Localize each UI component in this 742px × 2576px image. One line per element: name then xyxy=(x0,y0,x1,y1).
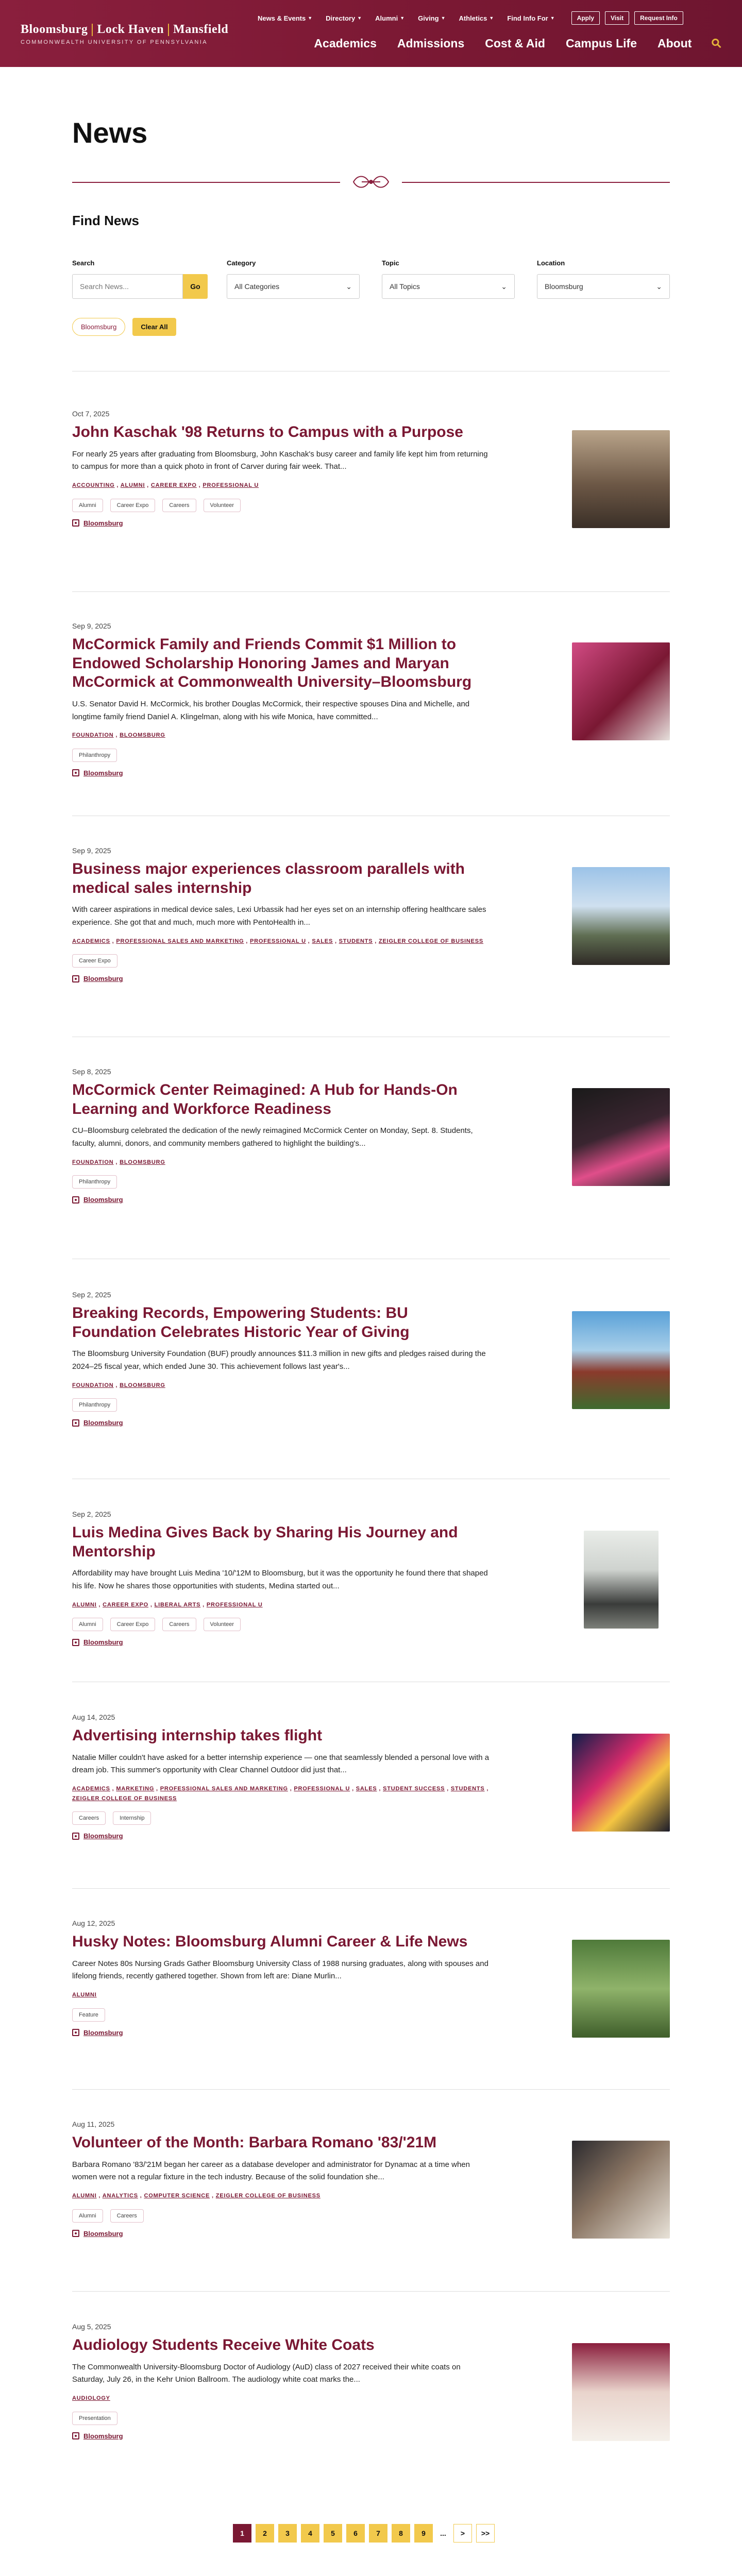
topic-label: Topic xyxy=(382,259,399,267)
tag-pill[interactable]: Career Expo xyxy=(110,499,156,512)
page-2[interactable]: 2 xyxy=(256,2524,274,2543)
category-select[interactable]: All Categories ⌄ xyxy=(227,274,360,299)
news-categories xyxy=(72,1600,490,1610)
search-icon[interactable]: ⚲ xyxy=(709,35,725,52)
tag-pill[interactable]: Volunteer xyxy=(204,499,241,512)
chevron-down-icon: ▼ xyxy=(489,15,494,21)
news-categories xyxy=(72,1784,490,1803)
category-separator: , xyxy=(110,938,116,944)
news-headline-link[interactable]: Husky Notes: Bloomsburg Alumni Career & Life News xyxy=(72,1933,468,1950)
topic-select[interactable]: All Topics ⌄ xyxy=(382,274,515,299)
news-excerpt: Affordability may have brought Luis Medina '10/'12M to Bloomsburg, but it was the opportunity he found there that shaped his life. Now he shares those opportunities with students, Medina started out... xyxy=(72,1569,488,1590)
request-info-button[interactable]: Request Info xyxy=(634,11,683,25)
find-news-heading: Find News xyxy=(72,213,140,228)
category-link[interactable]: ALUMNI xyxy=(72,1992,97,1998)
news-thumbnail[interactable] xyxy=(572,1734,670,1832)
tag-pill[interactable]: Career Expo xyxy=(110,1618,156,1631)
news-thumbnail[interactable] xyxy=(572,1311,670,1409)
news-item xyxy=(72,2323,670,2440)
page-9[interactable]: 9 xyxy=(414,2524,433,2543)
category-link[interactable]: ALUMNI xyxy=(72,2193,97,2199)
category-link[interactable]: BLOOMSBURG xyxy=(120,1159,165,1165)
news-thumbnail[interactable] xyxy=(572,642,670,740)
chevron-down-icon: ▼ xyxy=(357,15,362,21)
news-item xyxy=(72,1713,670,1840)
category-link[interactable]: ALUMNI xyxy=(120,482,145,489)
news-excerpt: Natalie Miller couldn't have asked for a better internship experience — one that seamlessly blended a personal love with a dream job. This summer's opportunity with Clear Channel Outdoor did just that... xyxy=(72,1753,490,1775)
news-thumbnail[interactable] xyxy=(584,1531,659,1629)
category-separator: , xyxy=(244,938,250,944)
campus-label: Bloomsburg xyxy=(83,2432,123,2440)
news-date: Aug 5, 2025 xyxy=(72,2323,111,2331)
brand-logo[interactable] xyxy=(21,23,228,45)
campus-link[interactable] xyxy=(72,1419,670,1427)
tag-pill[interactable]: Alumni xyxy=(72,1618,103,1631)
campus-link[interactable] xyxy=(72,1832,670,1840)
news-excerpt: With career aspirations in medical device sales, Lexi Urbassik had her eyes set on an internship offering healthcare sales experience. She got that and much, much more with PentoHealth in... xyxy=(72,905,486,927)
category-link[interactable]: ANALYTICS xyxy=(102,2193,138,2199)
news-tags xyxy=(72,1618,670,1631)
utility-alumni[interactable]: Alumni ▼ xyxy=(375,14,405,22)
category-link[interactable]: PROFESSIONAL U xyxy=(250,938,306,944)
clear-all-button[interactable]: Clear All xyxy=(132,318,176,336)
main-nav xyxy=(314,35,725,52)
search-label: Search xyxy=(72,259,95,267)
location-pin-icon xyxy=(72,769,79,776)
campus-link[interactable] xyxy=(72,975,670,982)
news-item xyxy=(72,1067,670,1204)
news-excerpt: For nearly 25 years after graduating from Bloomsburg, John Kaschak's busy career and family life kept him from returning to campus for more than a quick photo in front of Carver during fair week. That... xyxy=(72,449,488,471)
news-item xyxy=(72,1919,670,2037)
category-link[interactable]: PROFESSIONAL U xyxy=(203,482,259,489)
category-link[interactable]: ACADEMICS xyxy=(72,938,110,944)
utility-find-info[interactable]: Find Info For ▼ xyxy=(507,14,555,22)
category-separator: , xyxy=(445,1786,451,1792)
page-5[interactable]: 5 xyxy=(324,2524,342,2543)
category-link[interactable]: STUDENTS xyxy=(339,938,373,944)
news-excerpt: Career Notes 80s Nursing Grads Gather Bloomsburg University Class of 1988 nursing graduates, along with spouses and lifelong friends, recently gathered together. Shown from left are: Diane Murlin... xyxy=(72,1959,488,1981)
category-separator: , xyxy=(113,1159,120,1165)
campus-label: Bloomsburg xyxy=(83,2028,123,2037)
ornament-icon xyxy=(350,172,392,192)
tag-pill[interactable]: Careers xyxy=(72,1811,106,1825)
category-separator: , xyxy=(96,1601,103,1608)
page-8[interactable]: 8 xyxy=(392,2524,410,2543)
chevron-down-icon: ▼ xyxy=(441,15,446,21)
chevron-down-icon: ⌄ xyxy=(501,282,507,291)
category-separator: , xyxy=(484,1786,489,1792)
news-categories xyxy=(72,481,490,490)
apply-button[interactable]: Apply xyxy=(571,11,600,25)
news-tags xyxy=(72,749,670,762)
category-separator: , xyxy=(113,732,120,739)
news-thumbnail[interactable] xyxy=(572,430,670,528)
category-separator: , xyxy=(96,2193,103,2199)
tag-pill[interactable]: Volunteer xyxy=(204,1618,241,1631)
news-excerpt: The Bloomsburg University Foundation (BUF) proudly announces $11.3 million in new gifts and pledges raised during the 2024–25 fiscal year, which ended June 30. This achievement follows last year's... xyxy=(72,1349,486,1371)
news-thumbnail[interactable] xyxy=(572,2141,670,2239)
news-categories xyxy=(72,2191,490,2201)
news-headline-link[interactable]: McCormick Family and Friends Commit $1 Million to Endowed Scholarship Honoring James and Maryan McCormick at Commonwealth University–Bloomsburg xyxy=(72,636,472,691)
campus-label: Bloomsburg xyxy=(83,1638,123,1647)
utility-nav xyxy=(258,11,721,25)
brand-name-lock-haven: Lock Haven xyxy=(97,23,164,36)
news-thumbnail[interactable] xyxy=(572,1088,670,1186)
news-excerpt: Barbara Romano '83/'21M began her career as a database developer and administrator for Dynamac at a time when women were not a regular fixture in the tech industry. Because of the solid foundation she... xyxy=(72,2160,470,2182)
campus-link[interactable] xyxy=(72,1196,670,1204)
category-separator: , xyxy=(306,938,312,944)
category-separator: , xyxy=(138,2193,144,2199)
chevron-down-icon: ⌄ xyxy=(346,282,352,291)
category-separator: , xyxy=(145,482,151,489)
category-link[interactable]: FOUNDATION xyxy=(72,1382,114,1388)
news-categories xyxy=(72,937,490,946)
news-date: Sep 2, 2025 xyxy=(72,1291,111,1299)
news-categories xyxy=(72,1990,490,2000)
category-label: Category xyxy=(227,259,256,267)
category-link[interactable]: AUDIOLOGY xyxy=(72,2395,110,2402)
category-link[interactable]: PROFESSIONAL SALES AND MARKETING xyxy=(160,1786,288,1792)
news-categories xyxy=(72,1158,490,1167)
news-date: Sep 2, 2025 xyxy=(72,1510,111,1518)
title-divider-left xyxy=(72,182,340,183)
nav-admissions[interactable]: Admissions xyxy=(397,37,465,50)
brand-subtitle: COMMONWEALTH UNIVERSITY OF PENNSYLVANIA xyxy=(21,39,208,45)
news-headline-link[interactable]: McCormick Center Reimagined: A Hub for Hands-On Learning and Workforce Readiness xyxy=(72,1081,458,1117)
tag-pill[interactable]: Alumni xyxy=(72,499,103,512)
category-separator: , xyxy=(154,1786,160,1792)
utility-giving[interactable]: Giving ▼ xyxy=(418,14,446,22)
location-pin-icon xyxy=(72,1833,79,1840)
tag-pill[interactable]: Philanthropy xyxy=(72,1398,117,1412)
category-link[interactable]: ACADEMICS xyxy=(72,1786,110,1792)
category-link[interactable]: FOUNDATION xyxy=(72,732,114,739)
title-divider-right xyxy=(402,182,670,183)
nav-campus-life[interactable]: Campus Life xyxy=(565,37,637,50)
campus-label: Bloomsburg xyxy=(83,519,123,527)
location-pin-icon xyxy=(72,1639,79,1646)
search-input[interactable] xyxy=(72,274,183,299)
category-link[interactable]: STUDENTS xyxy=(450,1786,485,1792)
chevron-down-icon: ▼ xyxy=(308,15,313,21)
category-separator: , xyxy=(288,1786,294,1792)
location-pin-icon xyxy=(72,2029,79,2036)
tag-pill[interactable]: Careers xyxy=(110,2209,144,2223)
tag-pill[interactable]: Philanthropy xyxy=(72,749,117,762)
location-select[interactable]: Bloomsburg ⌄ xyxy=(537,274,670,299)
category-link[interactable]: CAREER EXPO xyxy=(103,1601,149,1608)
news-date: Sep 9, 2025 xyxy=(72,622,111,630)
news-excerpt: CU–Bloomsburg celebrated the dedication of the newly reimagined McCormick Center on Monday, Sept. 8. Students, faculty, alumni, donors, and community members gathered to highlight the building's... xyxy=(72,1126,473,1148)
location-filter xyxy=(537,259,670,299)
news-headline-link[interactable]: Business major experiences classroom parallels with medical sales internship xyxy=(72,860,465,896)
page-4[interactable]: 4 xyxy=(301,2524,319,2543)
news-item xyxy=(72,622,670,777)
news-date: Aug 12, 2025 xyxy=(72,1919,115,1927)
campus-link[interactable] xyxy=(72,1638,670,1646)
news-date: Aug 11, 2025 xyxy=(72,2120,115,2128)
news-divider xyxy=(72,591,670,592)
nav-academics[interactable]: Academics xyxy=(314,37,377,50)
news-headline-link[interactable]: Breaking Records, Empowering Students: BU Foundation Celebrates Historic Year of Giving xyxy=(72,1304,410,1341)
tag-pill[interactable]: Feature xyxy=(72,2008,105,2022)
news-excerpt: The Commonwealth University-Bloomsburg Doctor of Audiology (AuD) class of 2027 received their white coats on Saturday, July 26, in the Kehr Union Ballroom. The audiology white coat marks the... xyxy=(72,2362,461,2384)
news-categories xyxy=(72,1381,490,1391)
topic-filter xyxy=(382,259,515,299)
news-item xyxy=(72,2120,670,2238)
news-item xyxy=(72,1291,670,1427)
category-link[interactable]: MARKETING xyxy=(116,1786,155,1792)
utility-directory[interactable]: Directory ▼ xyxy=(326,14,362,22)
news-thumbnail[interactable] xyxy=(572,867,670,965)
category-separator: , xyxy=(114,482,121,489)
brand-name-mansfield: Mansfield xyxy=(173,23,229,36)
category-link[interactable]: STUDENT SUCCESS xyxy=(383,1786,445,1792)
nav-cost-aid[interactable]: Cost & Aid xyxy=(485,37,545,50)
campus-label: Bloomsburg xyxy=(83,1832,123,1840)
category-link[interactable]: BLOOMSBURG xyxy=(120,732,165,739)
tag-pill[interactable]: Presentation xyxy=(72,2412,117,2425)
page-6[interactable]: 6 xyxy=(346,2524,365,2543)
site-header xyxy=(0,0,742,67)
news-headline-link[interactable]: Luis Medina Gives Back by Sharing His Journey and Mentorship xyxy=(72,1524,458,1560)
search-filter xyxy=(72,259,208,299)
campus-link[interactable] xyxy=(72,769,670,777)
category-separator: , xyxy=(148,1601,155,1608)
chevron-down-icon: ⌄ xyxy=(656,282,662,291)
news-divider xyxy=(72,1888,670,1889)
location-pin-icon xyxy=(72,2230,79,2237)
news-thumbnail[interactable] xyxy=(572,1940,670,2038)
news-headline-link[interactable]: Volunteer of the Month: Barbara Romano '83/'21M xyxy=(72,2134,437,2151)
category-link[interactable]: FOUNDATION xyxy=(72,1159,114,1165)
category-separator: , xyxy=(350,1786,356,1792)
category-filter xyxy=(227,259,360,299)
category-link[interactable]: SALES xyxy=(312,938,333,944)
category-separator: , xyxy=(377,1786,383,1792)
tag-pill[interactable]: Philanthropy xyxy=(72,1175,117,1189)
location-pin-icon xyxy=(72,1196,79,1204)
category-link[interactable]: SALES xyxy=(356,1786,377,1792)
next-page-button[interactable]: > xyxy=(453,2524,472,2543)
category-separator: , xyxy=(333,938,339,944)
page-3[interactable]: 3 xyxy=(278,2524,297,2543)
tag-pill[interactable]: Alumni xyxy=(72,2209,103,2223)
visit-button[interactable]: Visit xyxy=(605,11,629,25)
category-link[interactable]: ZEIGLER COLLEGE OF BUSINESS xyxy=(378,938,484,944)
category-link[interactable]: BLOOMSBURG xyxy=(120,1382,165,1388)
news-date: Sep 9, 2025 xyxy=(72,846,111,855)
tag-pill[interactable]: Careers xyxy=(162,499,196,512)
active-filter-chip[interactable]: Bloomsburg xyxy=(72,318,125,336)
tag-pill[interactable]: Internship xyxy=(113,1811,151,1825)
page-7[interactable]: 7 xyxy=(369,2524,387,2543)
news-date: Oct 7, 2025 xyxy=(72,410,110,418)
category-separator: , xyxy=(196,482,203,489)
nav-about[interactable]: About xyxy=(657,37,692,50)
news-headline-link[interactable]: Audiology Students Receive White Coats xyxy=(72,2336,375,2353)
news-headline-link[interactable]: John Kaschak '98 Returns to Campus with a Purpose xyxy=(72,423,463,440)
last-page-button[interactable]: >> xyxy=(476,2524,495,2543)
category-separator: , xyxy=(113,1382,120,1388)
news-item xyxy=(72,1510,670,1646)
category-link[interactable]: PROFESSIONAL U xyxy=(206,1601,263,1608)
news-date: Aug 14, 2025 xyxy=(72,1713,115,1721)
category-link[interactable]: COMPUTER SCIENCE xyxy=(144,2193,210,2199)
utility-athletics[interactable]: Athletics ▼ xyxy=(459,14,494,22)
page-1[interactable]: 1 xyxy=(233,2524,251,2543)
location-pin-icon xyxy=(72,1419,79,1427)
category-link[interactable]: ACCOUNTING xyxy=(72,482,115,489)
category-separator: , xyxy=(210,2193,216,2199)
chevron-down-icon: ▼ xyxy=(400,15,405,21)
category-separator: , xyxy=(200,1601,207,1608)
news-excerpt: U.S. Senator David H. McCormick, his brother Douglas McCormick, their respective spouses Dina and Michelle, and longtime family friend Daniel A. Klingelman, along with his wife Monica, have committed... xyxy=(72,699,470,721)
news-divider xyxy=(72,2089,670,2090)
news-thumbnail[interactable] xyxy=(572,2343,670,2441)
go-button[interactable]: Go xyxy=(183,274,208,299)
chevron-down-icon: ▼ xyxy=(550,15,555,21)
campus-label: Bloomsburg xyxy=(83,769,123,777)
category-link[interactable]: ZEIGLER COLLEGE OF BUSINESS xyxy=(215,2193,321,2199)
location-label: Location xyxy=(537,259,565,267)
brand-name-bloomsburg: Bloomsburg xyxy=(21,23,88,36)
category-link[interactable]: LIBERAL ARTS xyxy=(154,1601,201,1608)
active-filters xyxy=(72,318,176,336)
category-separator: , xyxy=(373,938,379,944)
news-headline-link[interactable]: Advertising internship takes flight xyxy=(72,1727,323,1744)
pagination-ellipsis: ... xyxy=(440,2529,446,2537)
pagination xyxy=(233,2524,495,2543)
news-date: Sep 8, 2025 xyxy=(72,1067,111,1076)
category-link[interactable]: CAREER EXPO xyxy=(150,482,197,489)
news-divider xyxy=(72,2291,670,2292)
campus-label: Bloomsburg xyxy=(83,1196,123,1204)
news-categories xyxy=(72,731,490,740)
category-separator: , xyxy=(110,1786,116,1792)
tag-pill[interactable]: Careers xyxy=(162,1618,196,1631)
category-link[interactable]: ALUMNI xyxy=(72,1601,97,1608)
category-link[interactable]: PROFESSIONAL U xyxy=(294,1786,350,1792)
news-categories xyxy=(72,2394,490,2403)
news-item xyxy=(72,410,670,527)
campus-label: Bloomsburg xyxy=(83,1419,123,1427)
page-title: News xyxy=(72,116,148,149)
location-pin-icon xyxy=(72,2432,79,2439)
location-pin-icon xyxy=(72,975,79,982)
utility-news-events[interactable]: News & Events ▼ xyxy=(258,14,313,22)
category-link[interactable]: PROFESSIONAL SALES AND MARKETING xyxy=(116,938,244,944)
location-pin-icon xyxy=(72,519,79,527)
campus-label: Bloomsburg xyxy=(83,2229,123,2238)
news-item xyxy=(72,846,670,982)
category-link[interactable]: ZEIGLER COLLEGE OF BUSINESS xyxy=(72,1795,177,1802)
tag-pill[interactable]: Career Expo xyxy=(72,954,117,968)
campus-label: Bloomsburg xyxy=(83,975,123,983)
